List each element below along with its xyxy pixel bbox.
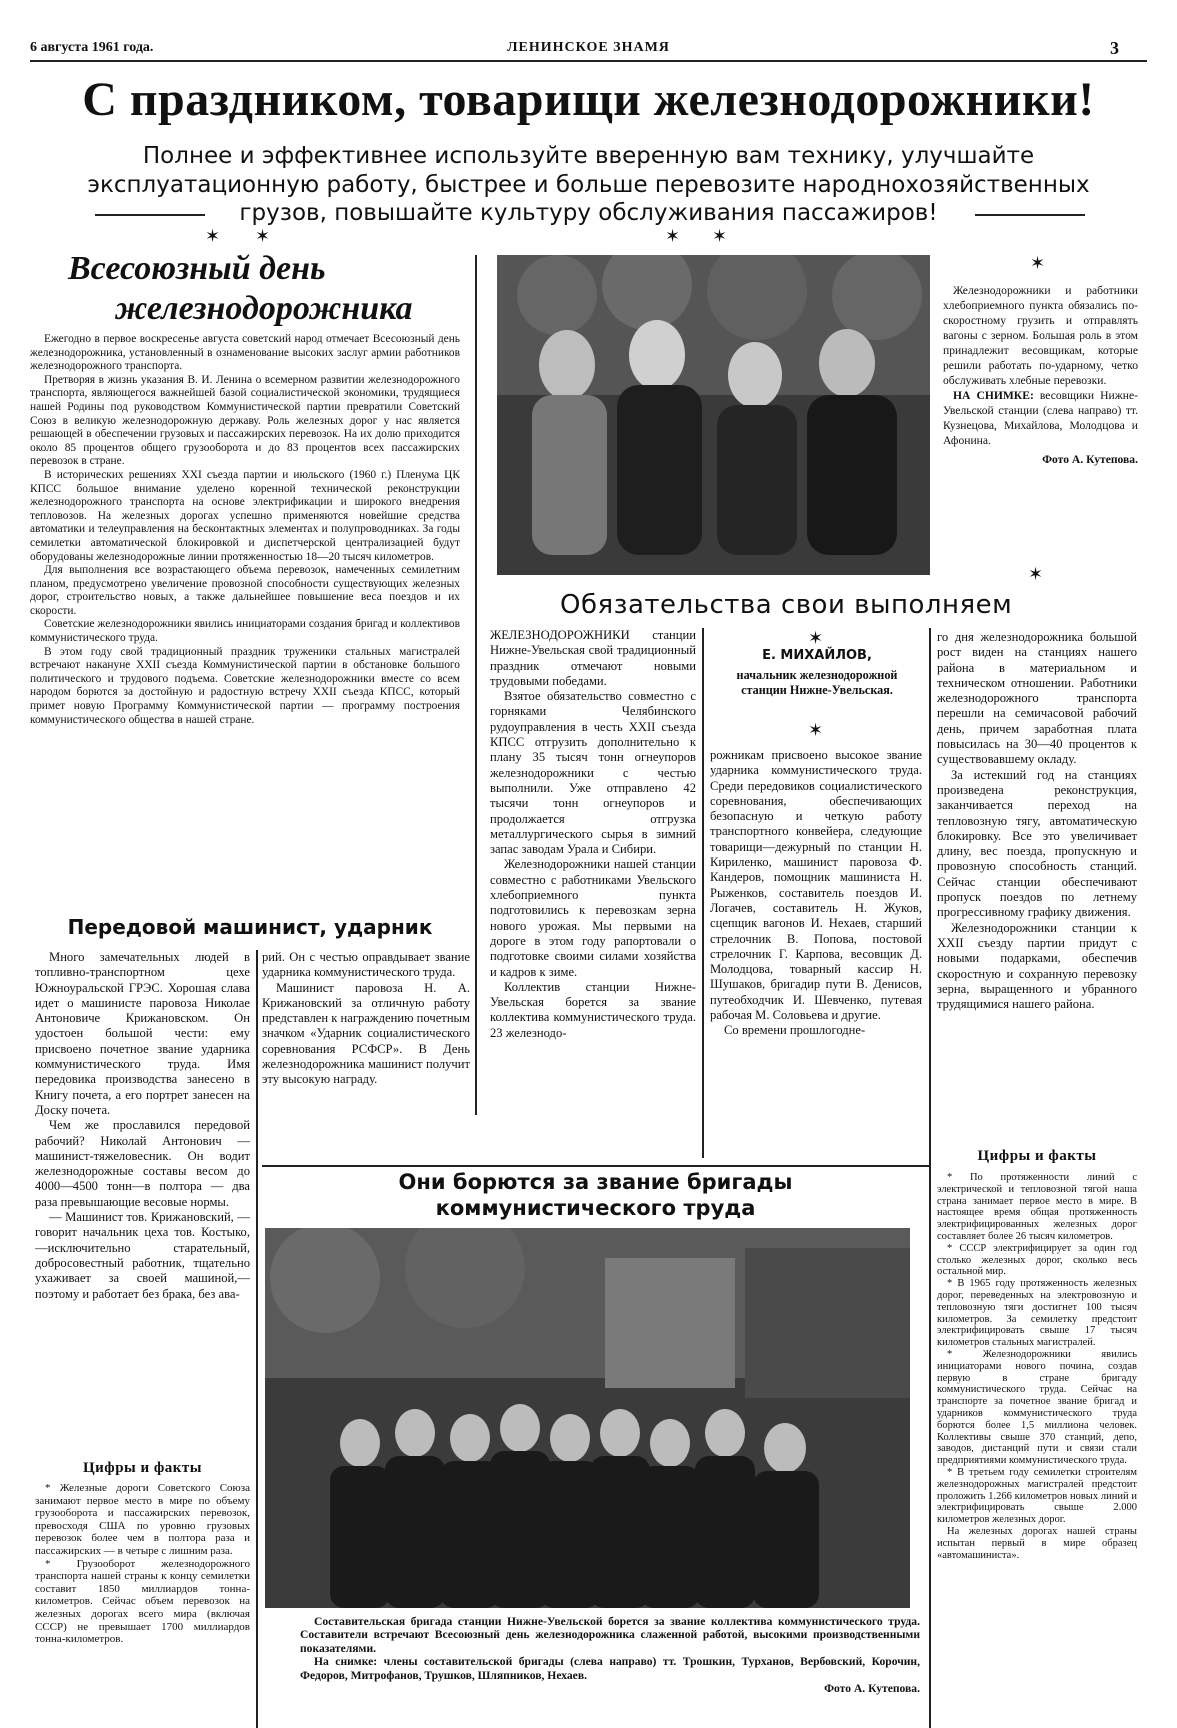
article3-paragraph: Машинист паровоза Н. А. Крижановский за отличную работу представлен к награждению почетным значком «Ударник социалистического соревнования РСФСР». В День железнодорожника машинист получит эту высокую награду. [262,980,470,1087]
page-headline: С праздником, товарищи железнодорожники! [82,73,1095,126]
article2-paragraph: Со времени прошлогодне- [724,1023,866,1038]
photo1-caption-text: Железнодорожники и работники хлебоприемного пункта обязались по-скоростному грузить и отправлять вагоны с зерном. Большая роль в этом принадлежит весовщикам, которые решили работать по-ударному, четко обслуживать хлебные перевозки. [943,284,1138,387]
article1-paragraph: В исторических решениях XXI съезда партии и июльского (1960 г.) Пленума ЦК КПСС большое внимание уделено коренной технической реконструкции железнодорожного транспорта на основе электрификации и широкого внедрения тепловозов. На железных дорогах успешно применяются новейшие средства автоматики и телеуправления на бесконтактных элементах и полупроводниках. За годы семилетки автоматической блокировкой и диспетчерской централизацией будут оборудованы железнодорожные линии протяженностью 18—20 тысяч километров. [30,468,460,563]
article2-col3 [937,630,1137,1135]
article2-paragraph: Железнодорожники станции к XXII съезду партии придут с новыми подарками, обеспечив скоростную и сохранную перевозку зерна, выращенного и убранного трудящимися нашего района. [937,920,1137,1012]
star-icon: ✶ [205,226,221,247]
photo1-caption-names: весовщики Нижне-Увельской станции (слева направо) тт. Кузнецова, Михайлова, Молодцова и Афонина. [943,389,1138,447]
star-icon: ✶ [665,226,681,247]
article3-col1 [35,950,250,1450]
article3-paragraph: Чем же прославился передовой рабочий? Николай Антонович — машинист-тяжеловесник. Он водит железнодорожные составы весом до 4000—4500 тонн—в полтора — два раза превышающие весовые нормы. [35,1118,250,1209]
facts-right-item: На железных дорогах нашей страны испытан первый в мире образец «автомашиниста». [937,1525,1137,1561]
photo2-caption-label: На снимке: [314,1655,378,1669]
article3-paragraph: рий. Он с честью оправдывает звание ударника коммунистического труда. [262,950,470,980]
photo-weighers-image [497,255,930,575]
article3-title: Передовой машинист, ударник [67,915,433,939]
article2-paragraph: Железнодорожники нашей станции совместно с работниками Увельского хлебоприемного пункта подготовились к перевозкам зерна нового урожая. Мы первыми на дороге в этом году рапортовали о подготовке своими силами хозяйства и кадров к зиме. [490,857,696,979]
article4-title-line1: Они борются за звание бригады [398,1170,793,1194]
article2-title: Обязательства свои выполняем [560,590,1013,620]
article2-paragraph: За истекший год на станциях произведена реконструкция, заканчивается переход на тепловозную тягу, автоматическую блокировку. Все это увеличивает длину, вес поезда, пропускную и провозную способность станций. Сейчас станции обеспечивают пропуск поездов по летнему прогрессивному графику движения. [937,767,1137,920]
article4-title-line2: коммунистического труда [435,1196,756,1220]
column-rule [256,950,258,1728]
article2-paragraph: го дня железнодорожника большой рост виден на станциях нашего района в материальном и техническом отношении. Работники железнодорожного транспорта перешли на семичасовой рабочий день, причем заработная плата повысилась на 30—40 процентов к существовавшему окладу. [937,630,1137,767]
photo-brigade-image [265,1228,910,1608]
issue-date: 6 августа 1961 года. [30,40,154,55]
article1-paragraph: Советские железнодорожники явились инициаторами создания бригад и коллективов коммунистического труда. [30,618,460,645]
section-rule [262,1165,929,1167]
star-icon: ✶ [712,226,728,247]
facts-right-item: * Железнодорожники явились инициаторами нового почина, создав первую в стране бригаду коммунистического труда. Сейчас на транспорте за почетное звание бригад и ударников коммунистического труда борются более 1,5 миллиона человек. Коллективы свыше 370 станций, депо, заводов, дистанций пути и связи стали предприятиями коммунистического труда. [937,1348,1137,1467]
star-icon: ✶ [808,628,824,649]
photo1-caption-label: НА СНИМКЕ: [953,389,1034,402]
header-rule [30,60,1147,62]
article2-author: Е. МИХАЙЛОВ, [762,648,872,663]
article3-col2 [262,950,470,1165]
slogan-line-2: эксплуатационную работу, быстрее и больше перевозите народнохозяйственных [87,172,1090,198]
article1-paragraph: Претворяя в жизнь указания В. И. Ленина о всемерном развитии железнодорожного транспорта, являющегося важнейшей базой социалистической экономики, трудящиеся нашей Родины под руководством Коммунистической партии превратили Советский Союз в великую железнодорожную державу. Роль железных дорог у нас является решающей в обеспечении грузовых и пассажирских перевозок. На их долю приходится около 85 процентов общего грузооборота и до 83 процентов всех пассажирских перевозок в стране. [30,373,460,468]
article2-paragraph: ЖЕЛЕЗНОДОРОЖНИКИ станции Нижне-Увельская свой традиционный праздник отмечают новыми трудовыми победами. [490,628,696,688]
photo2-credit: Фото А. Кутепова. [824,1682,920,1696]
photo1-credit: Фото А. Кутепова. [1042,453,1138,466]
star-icon: ✶ [255,226,271,247]
facts-right-item: * В третьем году семилетки строителям железнодорожных магистралей предстоит проложить 1.266 километров новых линий и электрифицировать свыше 2.000 километров железных дорог. [937,1466,1137,1526]
photo-brigade [265,1228,910,1608]
facts-right-title: Цифры и факты [977,1148,1097,1164]
star-icon: ✶ [808,720,824,741]
star-icon: ✶ [1028,564,1044,585]
facts-right-item: * СССР электрифицирует за один год столько железных дорог, сколько весь остальной мир. [937,1242,1137,1278]
photo2-caption [300,1615,920,1695]
article2-paragraph: Взятое обязательство совместно с горняками Челябинского рудоуправления в честь XXII съезда КПСС отгрузить дополнительно к плану 35 тысяч тонн огнеупоров железнодорожники с честью выполнили. Уже отправлено 42 тысячи тонн огнеупоров и продолжается отгрузка металлургического сырья в зимний запас заводам Урала и Сибири. [490,689,696,857]
facts-right-item: * В 1965 году протяженность железных дорог, переведенных на электровозную и тепловозную тяги достигнет 100 тысяч километров. За семилетку предстоит электрифицировать свыше 17 тысяч километров стальных магистралей. [937,1278,1137,1349]
article2-paragraph: Коллектив станции Нижне-Увельская борется за звание коллектива коммунистического труда. 23 железнодо- [490,979,696,1040]
article3-paragraph: Много замечательных людей в топливно-транспортном цехе Южноуральской ГРЭС. Хорошая слава идет о машинисте паровоза Николае Антоновиче Крижановском. Он удостоен большой чести: ему присвоено почетное звание ударника коммунистического труда. Имя передовика производства занесено в Книгу почета, а его портрет занесен на Доску почета. [35,950,250,1117]
article2-author-role: начальник железнодорожной станции Нижне-Увельская. [736,668,898,697]
facts-left-item: * Железные дороги Советского Союза занимают первое место в мире по объему грузооборота и пассажирских перевозок, превосходя США по уровню грузовых перевозок более чем в полтора раза и пассажирских — в четыре с лишним раза. [35,1482,250,1557]
star-icon: ✶ [1030,253,1046,274]
article2-paragraph: рожникам присвоено высокое звание ударника коммунистического труда. Среди передовиков социалистического соревнования, обеспечивающих безопасную и четкую работу транспортного конвейера, следующие товарищи—дежурный по станции Н. Кириленко, машинист паровоза Ф. Кандеров, помощник машиниста Н. Рыженков, составитель поездов И. Логачев, составитель Н. Жуков, сцепщик вагонов И. Нехаев, старший стрелочник В. Попова, постовой стрелочник Г. Карпова, весовщик Д. Молодцова, товарный кассир Н. Шушаков, бригадир пути В. Денисов, путеобходчик И. Шевченко, путевая рабочая М. Соловьева и другие. [710,748,922,1023]
article1-body [30,333,460,773]
article2-col1 [490,628,696,1158]
article1-paragraph: Для выполнения все возрастающего объема перевозок, намеченных семилетним планом, предусмотрено увеличение провозной способности существующих железных дорог, строительство новых, а также дальнейшее повышение веса поездов и их скорости. [30,564,460,617]
facts-right-list [937,1172,1137,1724]
column-rule [475,255,477,1115]
slogan-line-3: грузов, повышайте культуру обслуживания пассажиров! [239,200,938,226]
article1-title-line2: железнодорожника [115,290,413,327]
facts-right-item: * По протяженности линий с электрической и тепловозной тягой наша страна занимает первое место в мире. В настоящее время общая протяженность электрифицированных железных дорог составляет более 26 тысяч километров. [937,1172,1137,1242]
article3-paragraph: — Машинист тов. Крижановский, —говорит начальник цеха тов. Костыко, —исключительно старательный, добросовестный работник, тщательно ухаживает за своей машиной,—поэтому и работает без брака, без ава- [35,1210,250,1301]
photo-weighers [497,255,930,575]
photo1-caption [943,283,1138,467]
facts-left-list [35,1482,250,1722]
slogan-dash-left [95,214,205,216]
article1-paragraph: В этом году свой традиционный праздник труженики стальных магистралей встречают накануне XXII съезда Коммунистической партии в обстановке большого политического и трудового подъема. Советские железнодорожники вместе со всем народом борются за достойную и радостную встречу XXII съезда КПСС, который примет новую Программу Коммунистической партии — программу построения коммунистического общества в нашей стране. [30,645,460,726]
column-rule [929,628,931,1728]
article1-title-line1: Всесоюзный день [68,250,326,287]
column-rule [702,628,704,1158]
article2-col2 [710,748,922,1158]
article1-paragraph: Ежегодно в первое воскресенье августа советский народ отмечает Всесоюзный день железнодорожника, установленный в ознаменование высоких заслуг армии работников железнодорожного транспорта. [30,333,460,373]
facts-left-title: Цифры и факты [83,1460,202,1476]
photo2-caption-text: Составительская бригада станции Нижне-Увельской борется за звание коллектива коммунистического труда. Составители встречают Всесоюзный день железнодорожника слаженной работой, высокими производственными показателями. [300,1615,920,1655]
slogan-line-1: Полнее и эффективнее используйте вверенную вам технику, улучшайте [142,143,1035,169]
photo2-caption-names: члены составительской бригады (слева направо) тт. Трошкин, Турханов, Вербовский, Корочин, Федоров, Митрофанов, Трушков, Шляпников, Нехаев. [300,1655,920,1682]
facts-left-item: * Грузооборот железнодорожного транспорта нашей страны к концу семилетки составит 1850 миллиардов тонна-километров. Сейчас объем перевозок на железных дорогах всего мира (включая СССР) не превышает 1700 миллиардов тонна-километров. [35,1557,250,1646]
slogan-dash-right [975,214,1085,216]
page-number: 3 [1110,38,1119,58]
masthead: ЛЕНИНСКОЕ ЗНАМЯ [507,40,670,55]
